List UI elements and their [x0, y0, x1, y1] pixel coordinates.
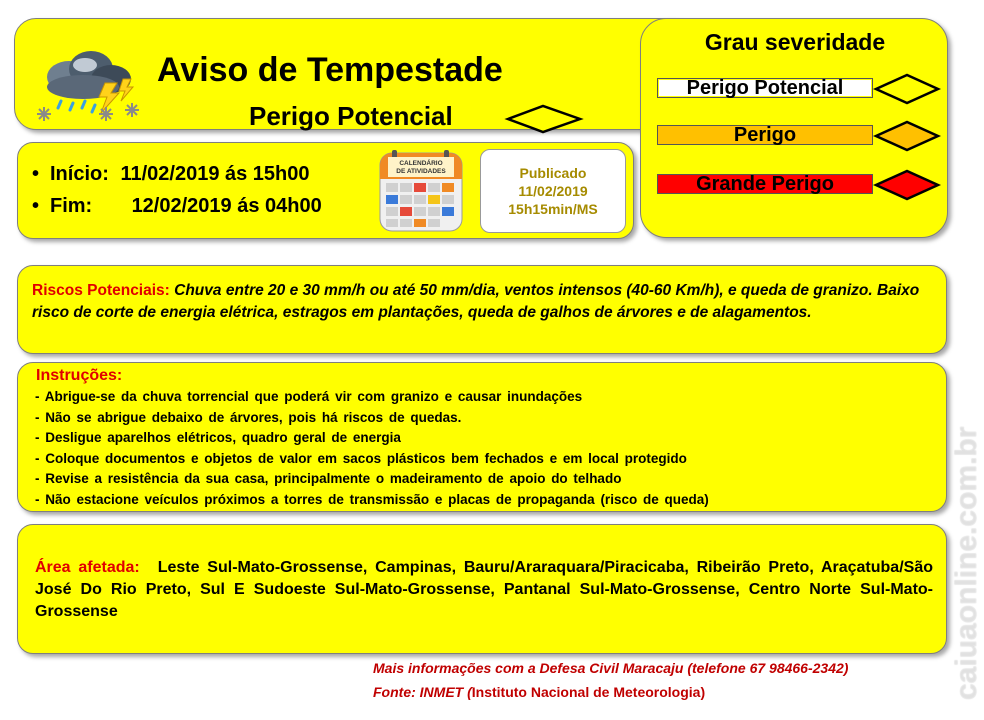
end-value: 12/02/2019 ás 04h00: [131, 195, 322, 217]
list-item: - Não se abrigue debaixo de árvores, pois há riscos de quedas.: [35, 409, 462, 425]
severity-title: Grau severidade: [704, 29, 886, 55]
yellow-diamond-icon: [505, 103, 585, 140]
instructions-panel: [17, 362, 947, 512]
severity-panel: [640, 18, 948, 238]
risks-label: Riscos Potenciais:: [32, 282, 170, 299]
list-item: - Abrigue-se da chuva torrencial que poderá vir com granizo e causar inundações: [35, 389, 583, 404]
calendar-caption: CALENDÁRIO: [399, 160, 443, 167]
page-title: Aviso de Tempestade: [157, 51, 503, 89]
severity-level-danger: Perigo: [657, 125, 873, 145]
start-label: Início:: [50, 163, 109, 185]
instructions-list: [35, 387, 935, 510]
risks-text: [32, 280, 932, 324]
source-text: [373, 684, 705, 700]
severity-level-potential: Perigo Potencial: [657, 78, 873, 98]
alert-level-subtitle: Perigo Potencial: [249, 101, 453, 131]
affected-area-panel: [17, 524, 947, 654]
published-date: 11/02/2019: [518, 183, 588, 199]
affected-area-list: Leste Sul-Mato-Grossense, Campinas, Bauru/Araraquara/Piracicaba, Ribeirão Preto, Araçatuba/São José Do Rio Preto, Sul E Sudoeste Sul-Mato-Grossense, Pantanal Sul-Mato-Grossense, Centro Norte Sul-Mato-Grossense: [35, 559, 933, 620]
title-panel: [14, 18, 694, 130]
source-prefix: Fonte: INMET (: [373, 684, 472, 700]
calendar-icon: [378, 149, 464, 238]
watermark-text: caiuaonline.com.br: [950, 426, 983, 700]
list-item: - Revise a resistência da sua casa, principalmente o madeiramento de apoio do telhado: [35, 471, 622, 486]
end-date-line: • Fim: 12/02/2019 ás 04h00: [32, 195, 322, 217]
list-item: - Desligue aparelhos elétricos, quadro geral de energia: [35, 430, 401, 445]
severity-level-great-danger: Grande Perigo: [657, 174, 873, 194]
orange-diamond-icon: [873, 118, 941, 159]
source-name: Instituto Nacional de Meteorologia): [471, 684, 706, 700]
dates-panel: [17, 142, 634, 239]
instructions-title: Instruções:: [36, 367, 123, 384]
risks-panel: [17, 265, 947, 354]
end-label: Fim:: [50, 195, 93, 217]
list-item: - Não estacione veículos próximos a torres de transmissão e placas de propaganda (risco de queda): [35, 491, 709, 507]
start-value: 11/02/2019 ás 15h00: [120, 163, 310, 185]
storm-cloud-icon: [31, 47, 143, 132]
start-date-line: • Início: 11/02/2019 ás 15h00: [32, 163, 310, 185]
published-box: [480, 149, 626, 233]
list-item: - Coloque documentos e objetos de valor em sacos plásticos bem fechados e em local protegido: [35, 450, 687, 466]
published-label: Publicado: [519, 165, 587, 181]
yellow-diamond-icon: [873, 71, 941, 112]
calendar-caption: DE ATIVIDADES: [396, 168, 446, 175]
more-info-text: Mais informações com a Defesa Civil Maracaju (telefone 67 98466-2342): [373, 660, 849, 676]
watermark: [926, 420, 983, 700]
red-diamond-icon: [873, 167, 941, 208]
risks-description: Chuva entre 20 e 30 mm/h ou até 50 mm/dia, ventos intensos (40-60 Km/h), e queda de granizo. Baixo risco de corte de energia elétrica, estragos em plantações, queda de galhos de árvores e de alagamentos.: [32, 282, 920, 321]
published-time: 15h15min/MS: [508, 201, 598, 217]
affected-area-label: Área afetada:: [35, 559, 140, 576]
affected-area-text: [35, 557, 933, 623]
